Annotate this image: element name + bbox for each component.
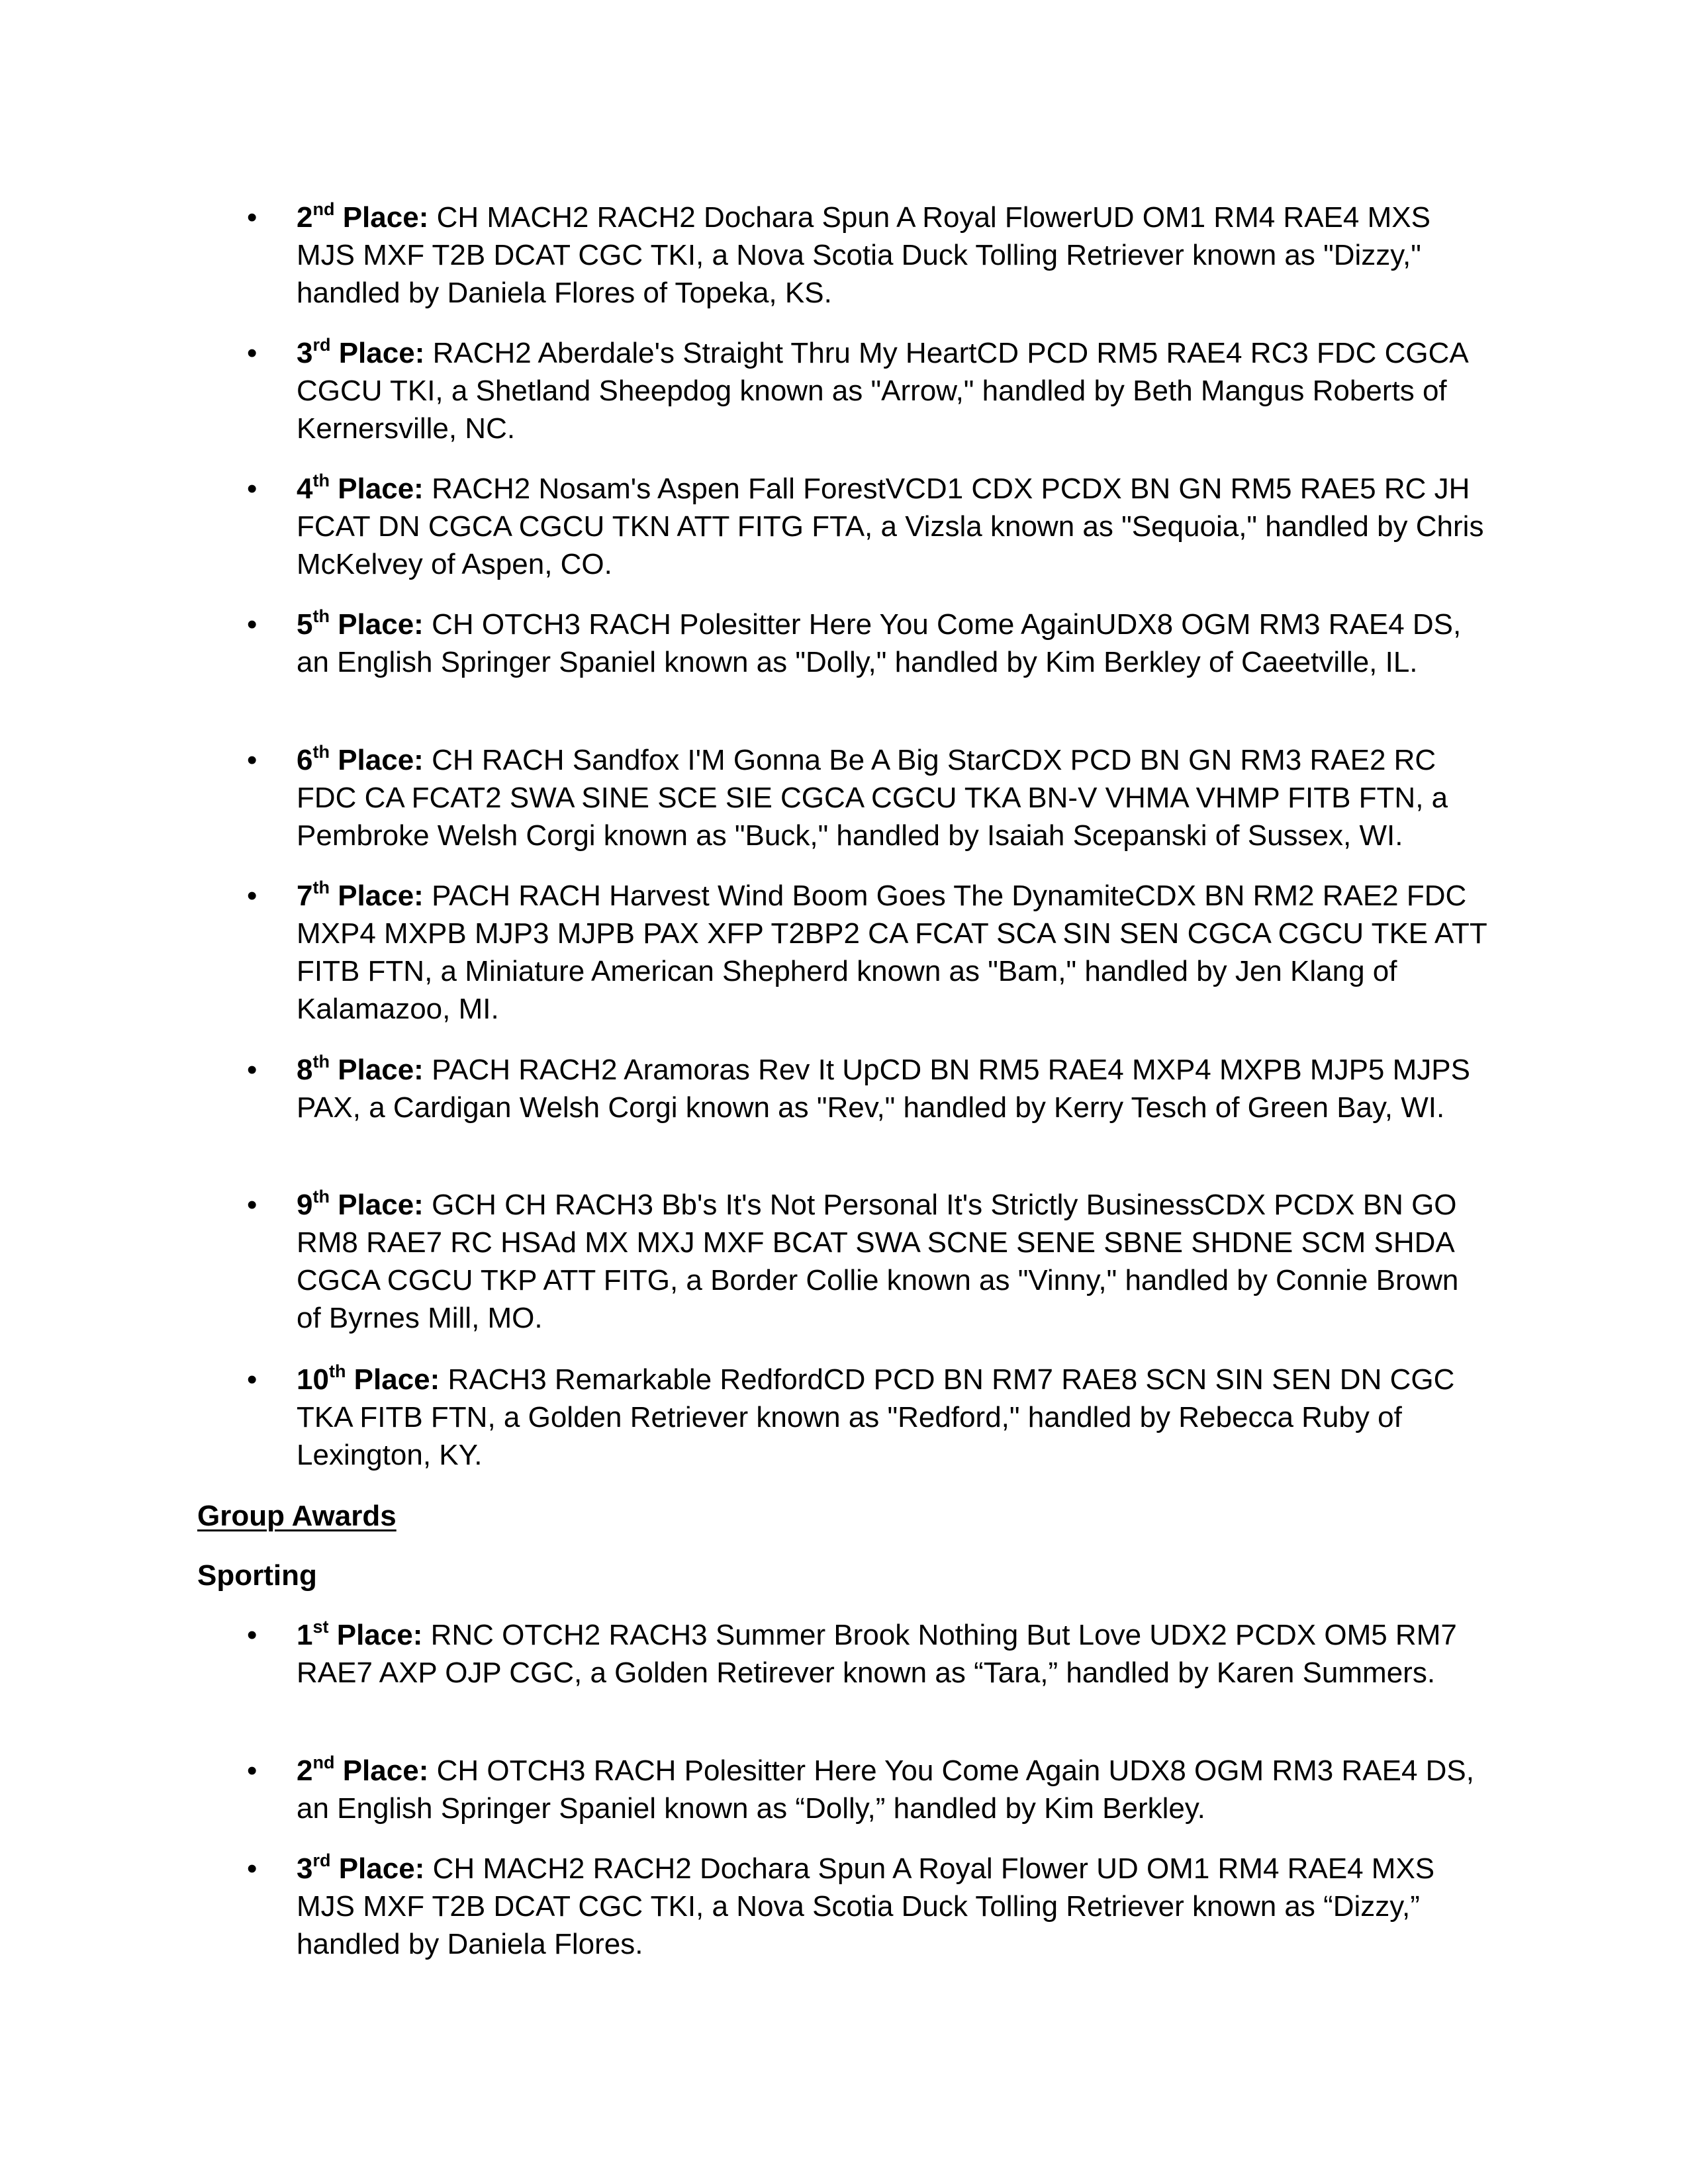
- bullet-icon: •: [247, 880, 258, 912]
- place-label: 3rd Place:: [297, 335, 425, 369]
- bullet-icon: •: [247, 1189, 258, 1221]
- entry-text: GCH CH RACH3 Bb's It's Not Personal It's Strictly BusinessCDX PCDX BN GO RM8 RAE7 RC HSAd MX MXJ MXF BCAT SWA SCNE SENE SBNE SHDNE SCM SHDA CGCA CGCU TKP ATT FITG, a Border Collie known as "Vinny," handled by Connie Brown of Byrnes Mill, MO.: [297, 1189, 1459, 1334]
- list-item: [247, 1186, 1488, 1337]
- bullet-icon: •: [247, 608, 258, 641]
- list-item: [247, 606, 1488, 681]
- list-item: [247, 334, 1488, 447]
- bullet-icon: •: [247, 473, 258, 505]
- bullet-icon: •: [247, 1363, 258, 1396]
- list-item: [247, 1850, 1488, 1963]
- place-label: 6th Place:: [297, 742, 424, 776]
- bullet-icon: •: [247, 1852, 258, 1885]
- entry-text: RACH2 Aberdale's Straight Thru My HeartCD PCD RM5 RAE4 RC3 FDC CGCA CGCU TKI, a Shetland Sheepdog known as "Arrow," handled by Beth Mangus Roberts of Kernersville, NC.: [297, 337, 1468, 445]
- place-label: 2nd Place:: [297, 1752, 429, 1787]
- list-item: [247, 877, 1488, 1028]
- place-label: 8th Place:: [297, 1052, 424, 1086]
- bullet-icon: •: [247, 1054, 258, 1086]
- bullet-icon: •: [247, 744, 258, 776]
- list-item: [247, 1051, 1488, 1126]
- place-label: 9th Place:: [297, 1187, 424, 1221]
- list-item: [247, 470, 1488, 583]
- bullet-icon: •: [247, 337, 258, 369]
- place-label: 3rd Place:: [297, 1850, 425, 1885]
- entry-text: RNC OTCH2 RACH3 Summer Brook Nothing But Love UDX2 PCDX OM5 RM7 RAE7 AXP OJP CGC, a Golden Retirever known as “Tara,” handled by Karen Summers.: [297, 1619, 1457, 1689]
- entry-text: CH OTCH3 RACH Polesitter Here You Come Again UDX8 OGM RM3 RAE4 DS, an English Springer Spaniel known as “Dolly,” handled by Kim Berkley.: [297, 1754, 1474, 1825]
- list-item: [247, 1752, 1488, 1827]
- bullet-icon: •: [247, 1754, 258, 1787]
- bullet-icon: •: [247, 1619, 258, 1651]
- list-item: [247, 1616, 1488, 1692]
- entry-text: RACH2 Nosam's Aspen Fall ForestVCD1 CDX PCDX BN GN RM5 RAE5 RC JH FCAT DN CGCA CGCU TKN ATT FITG FTA, a Vizsla known as "Sequoia," handled by Chris McKelvey of Aspen, CO.: [297, 473, 1484, 580]
- entry-text: PACH RACH2 Aramoras Rev It UpCD BN RM5 RAE4 MXP4 MXPB MJP5 MJPS PAX, a Cardigan Welsh Corgi known as "Rev," handled by Kerry Tesch of Green Bay, WI.: [297, 1054, 1470, 1124]
- sporting-heading: Sporting: [197, 1559, 317, 1592]
- place-label: 5th Place:: [297, 606, 424, 641]
- entry-text: CH RACH Sandfox I'M Gonna Be A Big StarCDX PCD BN GN RM3 RAE2 RC FDC CA FCAT2 SWA SINE SCE SIE CGCA CGCU TKA BN-V VHMA VHMP FITB FTN, a Pembroke Welsh Corgi known as "Buck," handled by Isaiah Scepanski of Sussex, WI.: [297, 744, 1448, 852]
- bullet-icon: •: [247, 201, 258, 234]
- place-label: 10th Place:: [297, 1361, 440, 1396]
- entry-text: PACH RACH Harvest Wind Boom Goes The DynamiteCDX BN RM2 RAE2 FDC MXP4 MXPB MJP3 MJPB PAX XFP T2BP2 CA FCAT SCA SIN SEN CGCA CGCU TKE ATT FITB FTN, a Miniature American Shepherd known as "Bam," handled by Jen Klang of Kalamazoo, MI.: [297, 880, 1487, 1025]
- list-item: [247, 741, 1488, 854]
- place-label: 2nd Place:: [297, 199, 429, 234]
- group-awards-heading: Group Awards: [197, 1500, 397, 1532]
- list-item: [247, 199, 1488, 312]
- place-label: 1st Place:: [297, 1617, 423, 1651]
- entry-text: CH MACH2 RACH2 Dochara Spun A Royal FlowerUD OM1 RM4 RAE4 MXS MJS MXF T2B DCAT CGC TKI, a Nova Scotia Duck Tolling Retriever known as "Dizzy," handled by Daniela Flores of Topeka, KS.: [297, 201, 1430, 309]
- entry-text: RACH3 Remarkable RedfordCD PCD BN RM7 RAE8 SCN SIN SEN DN CGC TKA FITB FTN, a Golden Retriever known as "Redford," handled by Rebecca Ruby of Lexington, KY.: [297, 1363, 1455, 1471]
- list-item: [247, 1361, 1488, 1474]
- place-label: 7th Place:: [297, 878, 424, 912]
- entry-text: CH OTCH3 RACH Polesitter Here You Come AgainUDX8 OGM RM3 RAE4 DS, an English Springer Spaniel known as "Dolly," handled by Kim Berkley of Caeetville, IL.: [297, 608, 1462, 678]
- entry-text: CH MACH2 RACH2 Dochara Spun A Royal Flower UD OM1 RM4 RAE4 MXS MJS MXF T2B DCAT CGC TKI, a Nova Scotia Duck Tolling Retriever known as “Dizzy,” handled by Daniela Flores.: [297, 1852, 1435, 1960]
- place-label: 4th Place:: [297, 471, 424, 505]
